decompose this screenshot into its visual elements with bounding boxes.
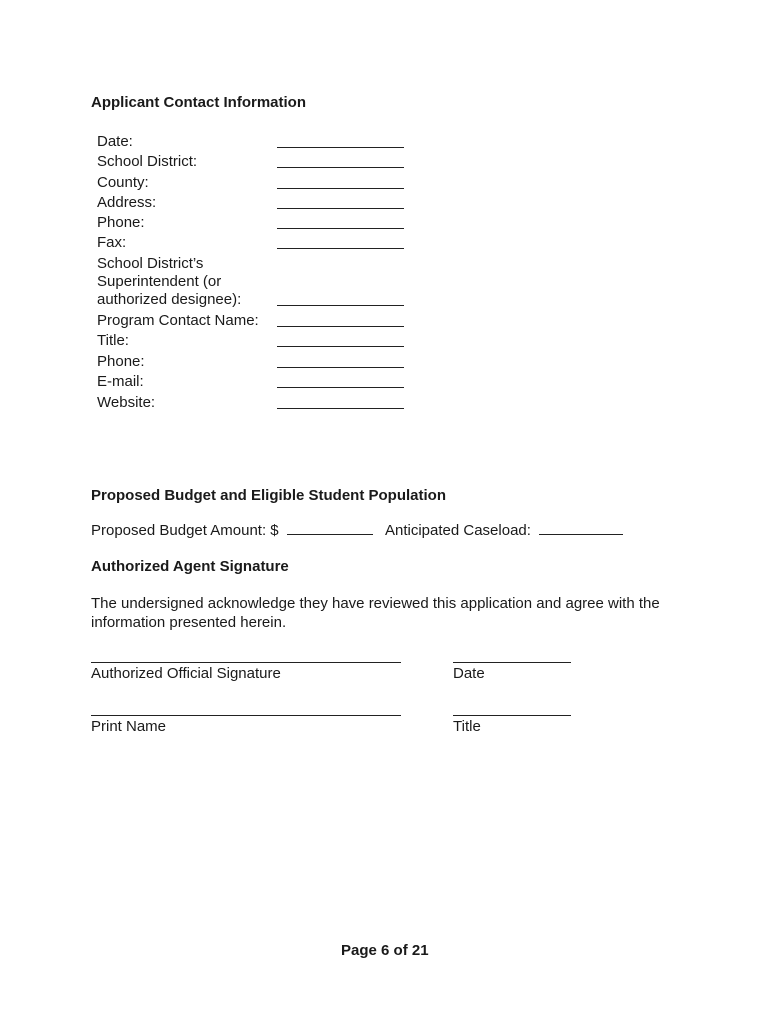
website-field-line[interactable] — [277, 408, 404, 409]
date-signature-label: Date — [453, 665, 485, 682]
phone-label: Phone: — [97, 214, 145, 231]
signature-date-line[interactable] — [453, 662, 571, 663]
caseload-field-line[interactable] — [539, 522, 623, 535]
caseload-row — [385, 522, 623, 539]
title-signature-line[interactable] — [453, 715, 571, 716]
fax-label: Fax: — [97, 234, 127, 251]
print-name-line[interactable] — [91, 715, 401, 716]
website-label: Website: — [97, 394, 156, 411]
print-name-label: Print Name — [91, 718, 167, 735]
budget-amount-field-line[interactable] — [287, 522, 373, 535]
contact-section-heading: Applicant Contact Information — [91, 94, 306, 111]
superintendent-label-line1: School District’s — [97, 255, 204, 272]
budget-amount-row — [91, 522, 373, 539]
school-district-field-line[interactable] — [277, 167, 404, 168]
program-contact-name-field-line[interactable] — [277, 326, 404, 327]
official-signature-line[interactable] — [91, 662, 401, 663]
date-field-line[interactable] — [277, 147, 404, 148]
date-label: Date: — [97, 133, 133, 150]
superintendent-label-line3: authorized designee): — [97, 291, 242, 308]
title-label: Title: — [97, 332, 129, 349]
superintendent-label-line2: Superintendent (or — [97, 273, 222, 290]
phone-field-line[interactable] — [277, 228, 404, 229]
email-label: E-mail: — [97, 373, 144, 390]
acknowledgement-text: The undersigned acknowledge they have reviewed this application and agree with the information presented herein. — [91, 595, 660, 631]
address-label: Address: — [97, 194, 157, 211]
county-label: County: — [97, 174, 149, 191]
signature-section-heading: Authorized Agent Signature — [91, 558, 289, 575]
title-signature-label: Title — [453, 718, 481, 735]
superintendent-field-line[interactable] — [277, 305, 404, 306]
phone2-label: Phone: — [97, 353, 145, 370]
official-signature-label: Authorized Official Signature — [91, 665, 281, 682]
program-contact-name-label: Program Contact Name: — [97, 312, 259, 329]
budget-section-heading: Proposed Budget and Eligible Student Population — [91, 487, 446, 504]
fax-field-line[interactable] — [277, 248, 404, 249]
email-field-line[interactable] — [277, 387, 404, 388]
address-field-line[interactable] — [277, 208, 404, 209]
phone2-field-line[interactable] — [277, 367, 404, 368]
school-district-label: School District: — [97, 153, 198, 170]
title-field-line[interactable] — [277, 346, 404, 347]
caseload-label: Anticipated Caseload: — [385, 522, 531, 539]
budget-amount-label: Proposed Budget Amount: $ — [91, 522, 279, 539]
county-field-line[interactable] — [277, 188, 404, 189]
page-number: Page 6 of 21 — [341, 942, 429, 959]
